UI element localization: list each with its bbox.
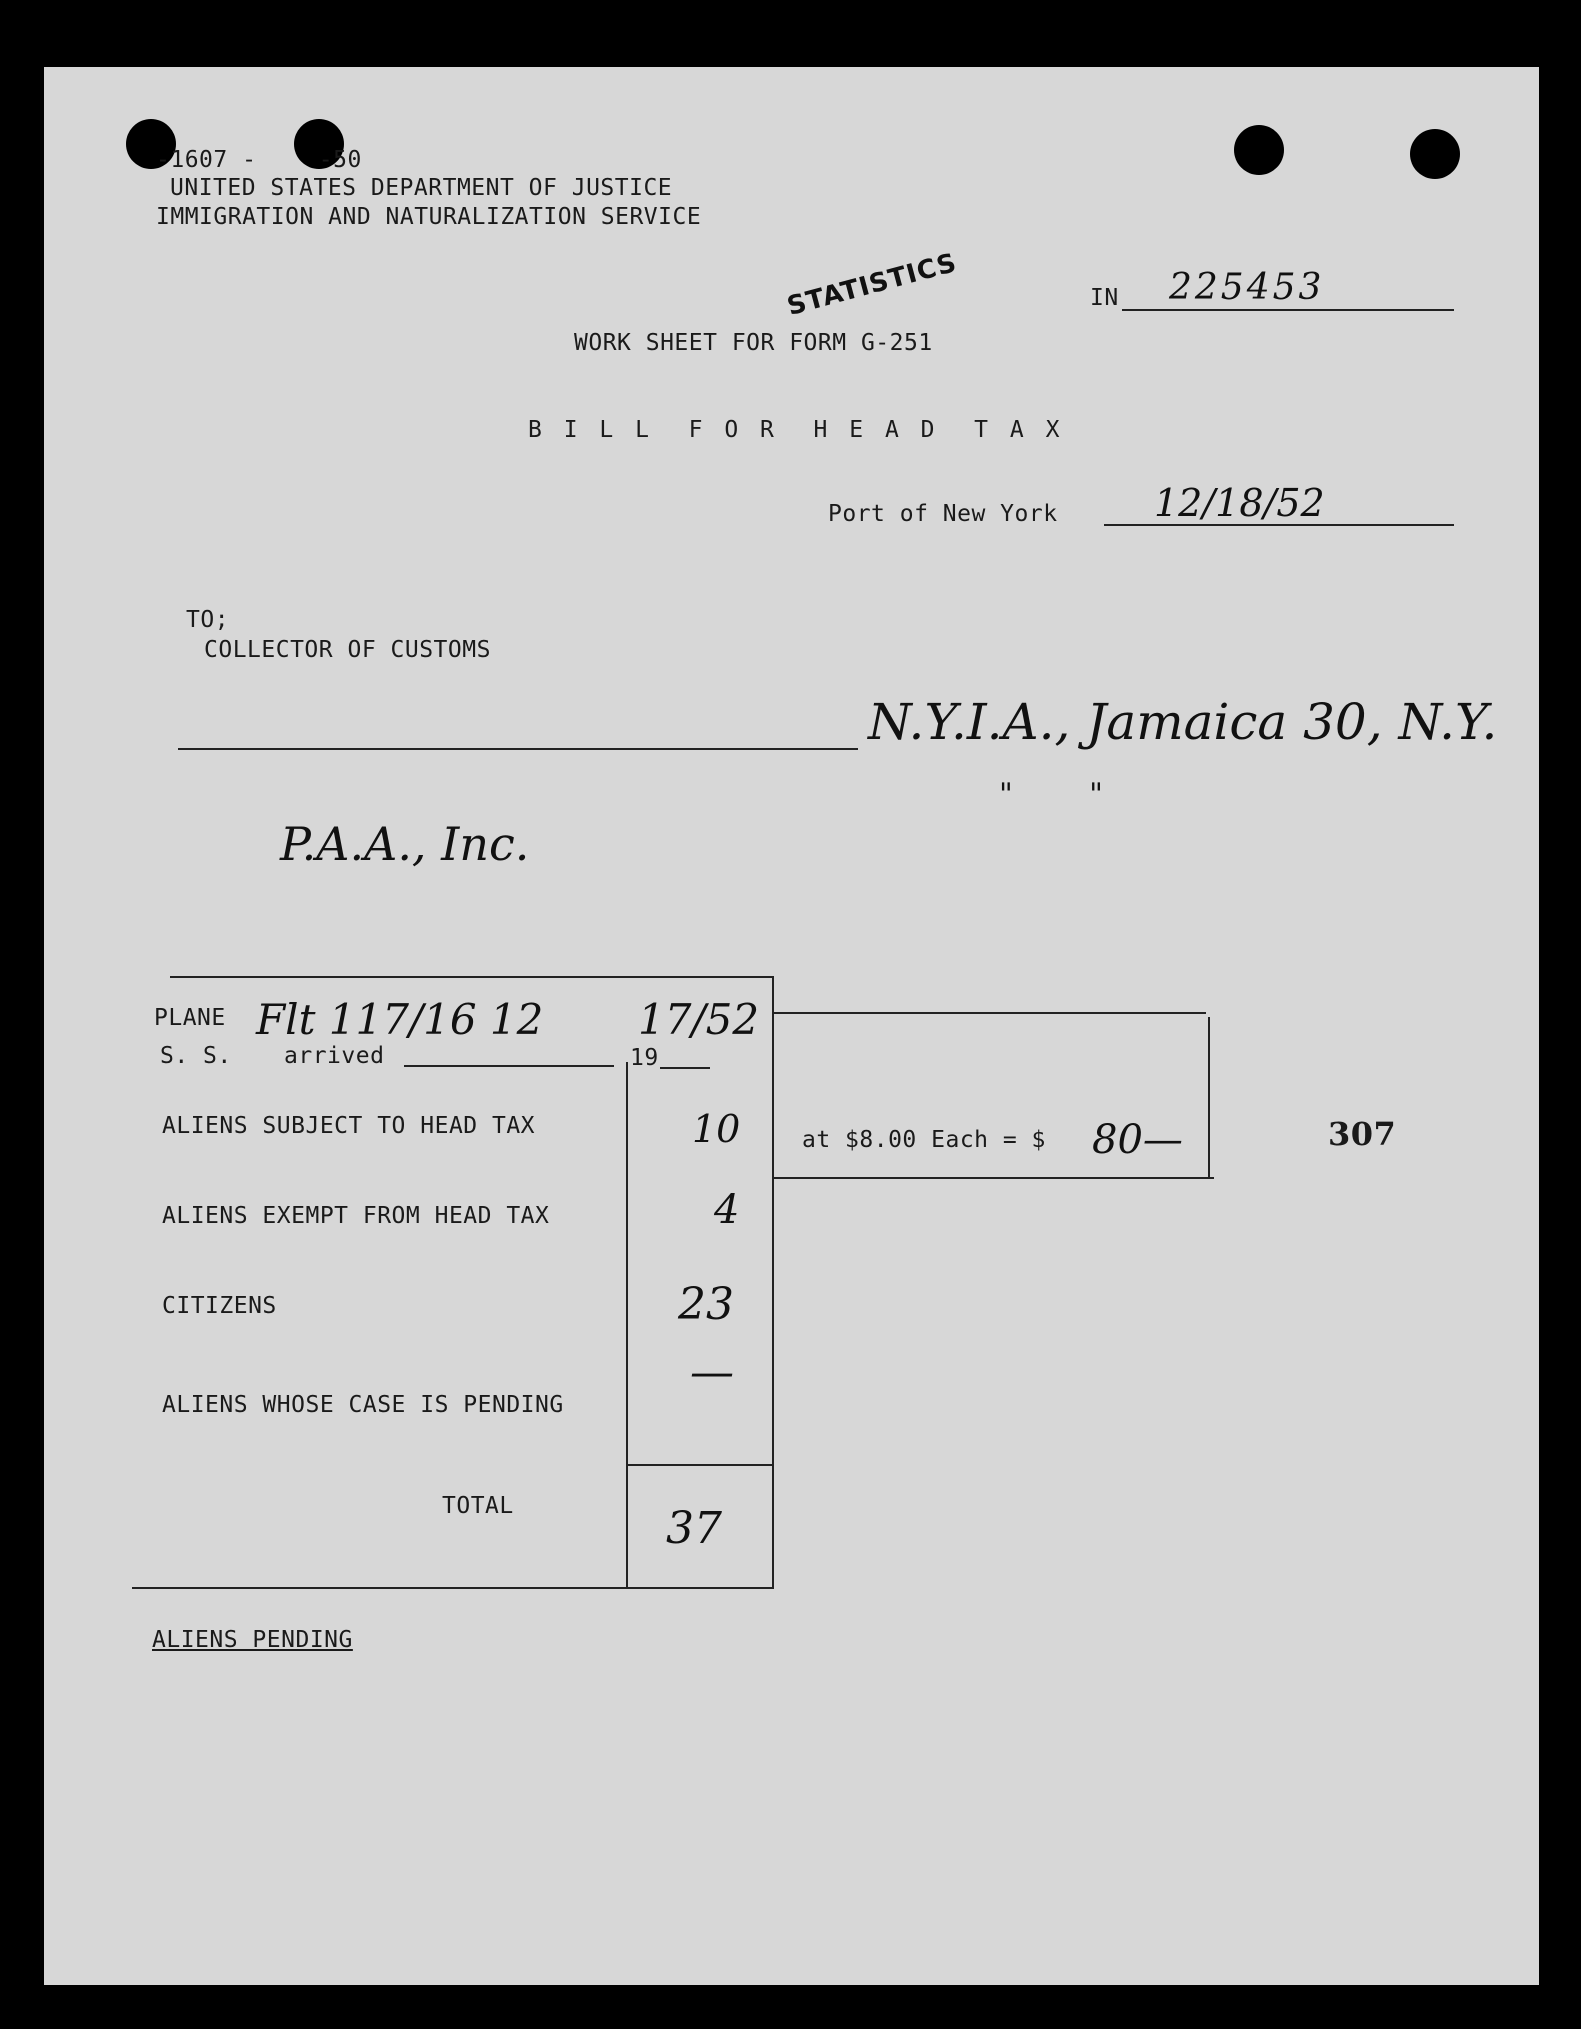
row-value-subject: 10 <box>692 1107 741 1151</box>
to-label: TO; <box>186 607 230 633</box>
punch-hole-4 <box>1410 129 1460 179</box>
table-bottom-line <box>132 1587 774 1589</box>
punch-hole-3 <box>1234 125 1284 175</box>
in-number-value: 225453 <box>1169 267 1325 308</box>
table-top-line <box>170 976 773 978</box>
arrival-date-handwritten: 17/52 <box>638 995 760 1044</box>
tax-box-right <box>1208 1017 1210 1179</box>
year-prefix: 19 <box>630 1045 659 1071</box>
flight-handwritten: Flt 117/16 12 <box>256 995 544 1044</box>
arrived-label: arrived <box>284 1043 385 1069</box>
form-number: -1607 - -50 <box>156 147 362 173</box>
arrived-line <box>404 1065 614 1067</box>
statistics-stamp: STATISTICS <box>784 247 961 322</box>
carrier-handwritten: P.A.A., Inc. <box>280 817 530 871</box>
in-label: IN <box>1090 285 1119 311</box>
tax-rate-text: at $8.00 Each = $ <box>802 1127 1046 1153</box>
tax-box-top <box>774 1012 1206 1014</box>
recipient-name: COLLECTOR OF CUSTOMS <box>204 637 491 663</box>
total-value: 37 <box>666 1503 722 1554</box>
year-line <box>660 1067 710 1069</box>
port-label: Port of New York <box>828 501 1058 527</box>
in-number-line <box>1122 309 1454 311</box>
table-right-border <box>772 976 774 1589</box>
ss-label: S. S. <box>160 1043 232 1069</box>
plane-label: PLANE <box>154 1005 226 1031</box>
table-total-divider <box>626 1464 773 1466</box>
row-label-pending: ALIENS WHOSE CASE IS PENDING <box>162 1392 564 1418</box>
row-value-citizens: 23 <box>678 1279 734 1330</box>
ditto-marks: " " <box>999 777 1103 812</box>
department-name: UNITED STATES DEPARTMENT OF JUSTICE <box>170 175 673 201</box>
row-label-citizens: CITIZENS <box>162 1293 277 1319</box>
row-label-subject: ALIENS SUBJECT TO HEAD TAX <box>162 1113 536 1139</box>
service-name: IMMIGRATION AND NATURALIZATION SERVICE <box>156 204 702 230</box>
location-handwritten: N.Y.I.A., Jamaica 30, N.Y. <box>868 693 1498 751</box>
row-value-pending: — <box>690 1347 734 1398</box>
table-value-column-border <box>626 1062 628 1589</box>
aliens-pending-label: ALIENS PENDING <box>152 1627 353 1653</box>
worksheet-title: WORK SHEET FOR FORM G-251 <box>574 330 933 356</box>
document-sheet <box>44 67 1539 1985</box>
port-date-value: 12/18/52 <box>1154 481 1325 525</box>
address-line <box>178 748 858 750</box>
tax-amount: 80— <box>1092 1117 1183 1163</box>
row-value-exempt: 4 <box>714 1187 740 1233</box>
tax-box-bottom <box>774 1177 1214 1179</box>
total-label: TOTAL <box>442 1493 514 1519</box>
bill-title: B I L L F O R H E A D T A X <box>528 417 1064 443</box>
row-label-exempt: ALIENS EXEMPT FROM HEAD TAX <box>162 1203 550 1229</box>
side-number: 307 <box>1328 1115 1397 1153</box>
